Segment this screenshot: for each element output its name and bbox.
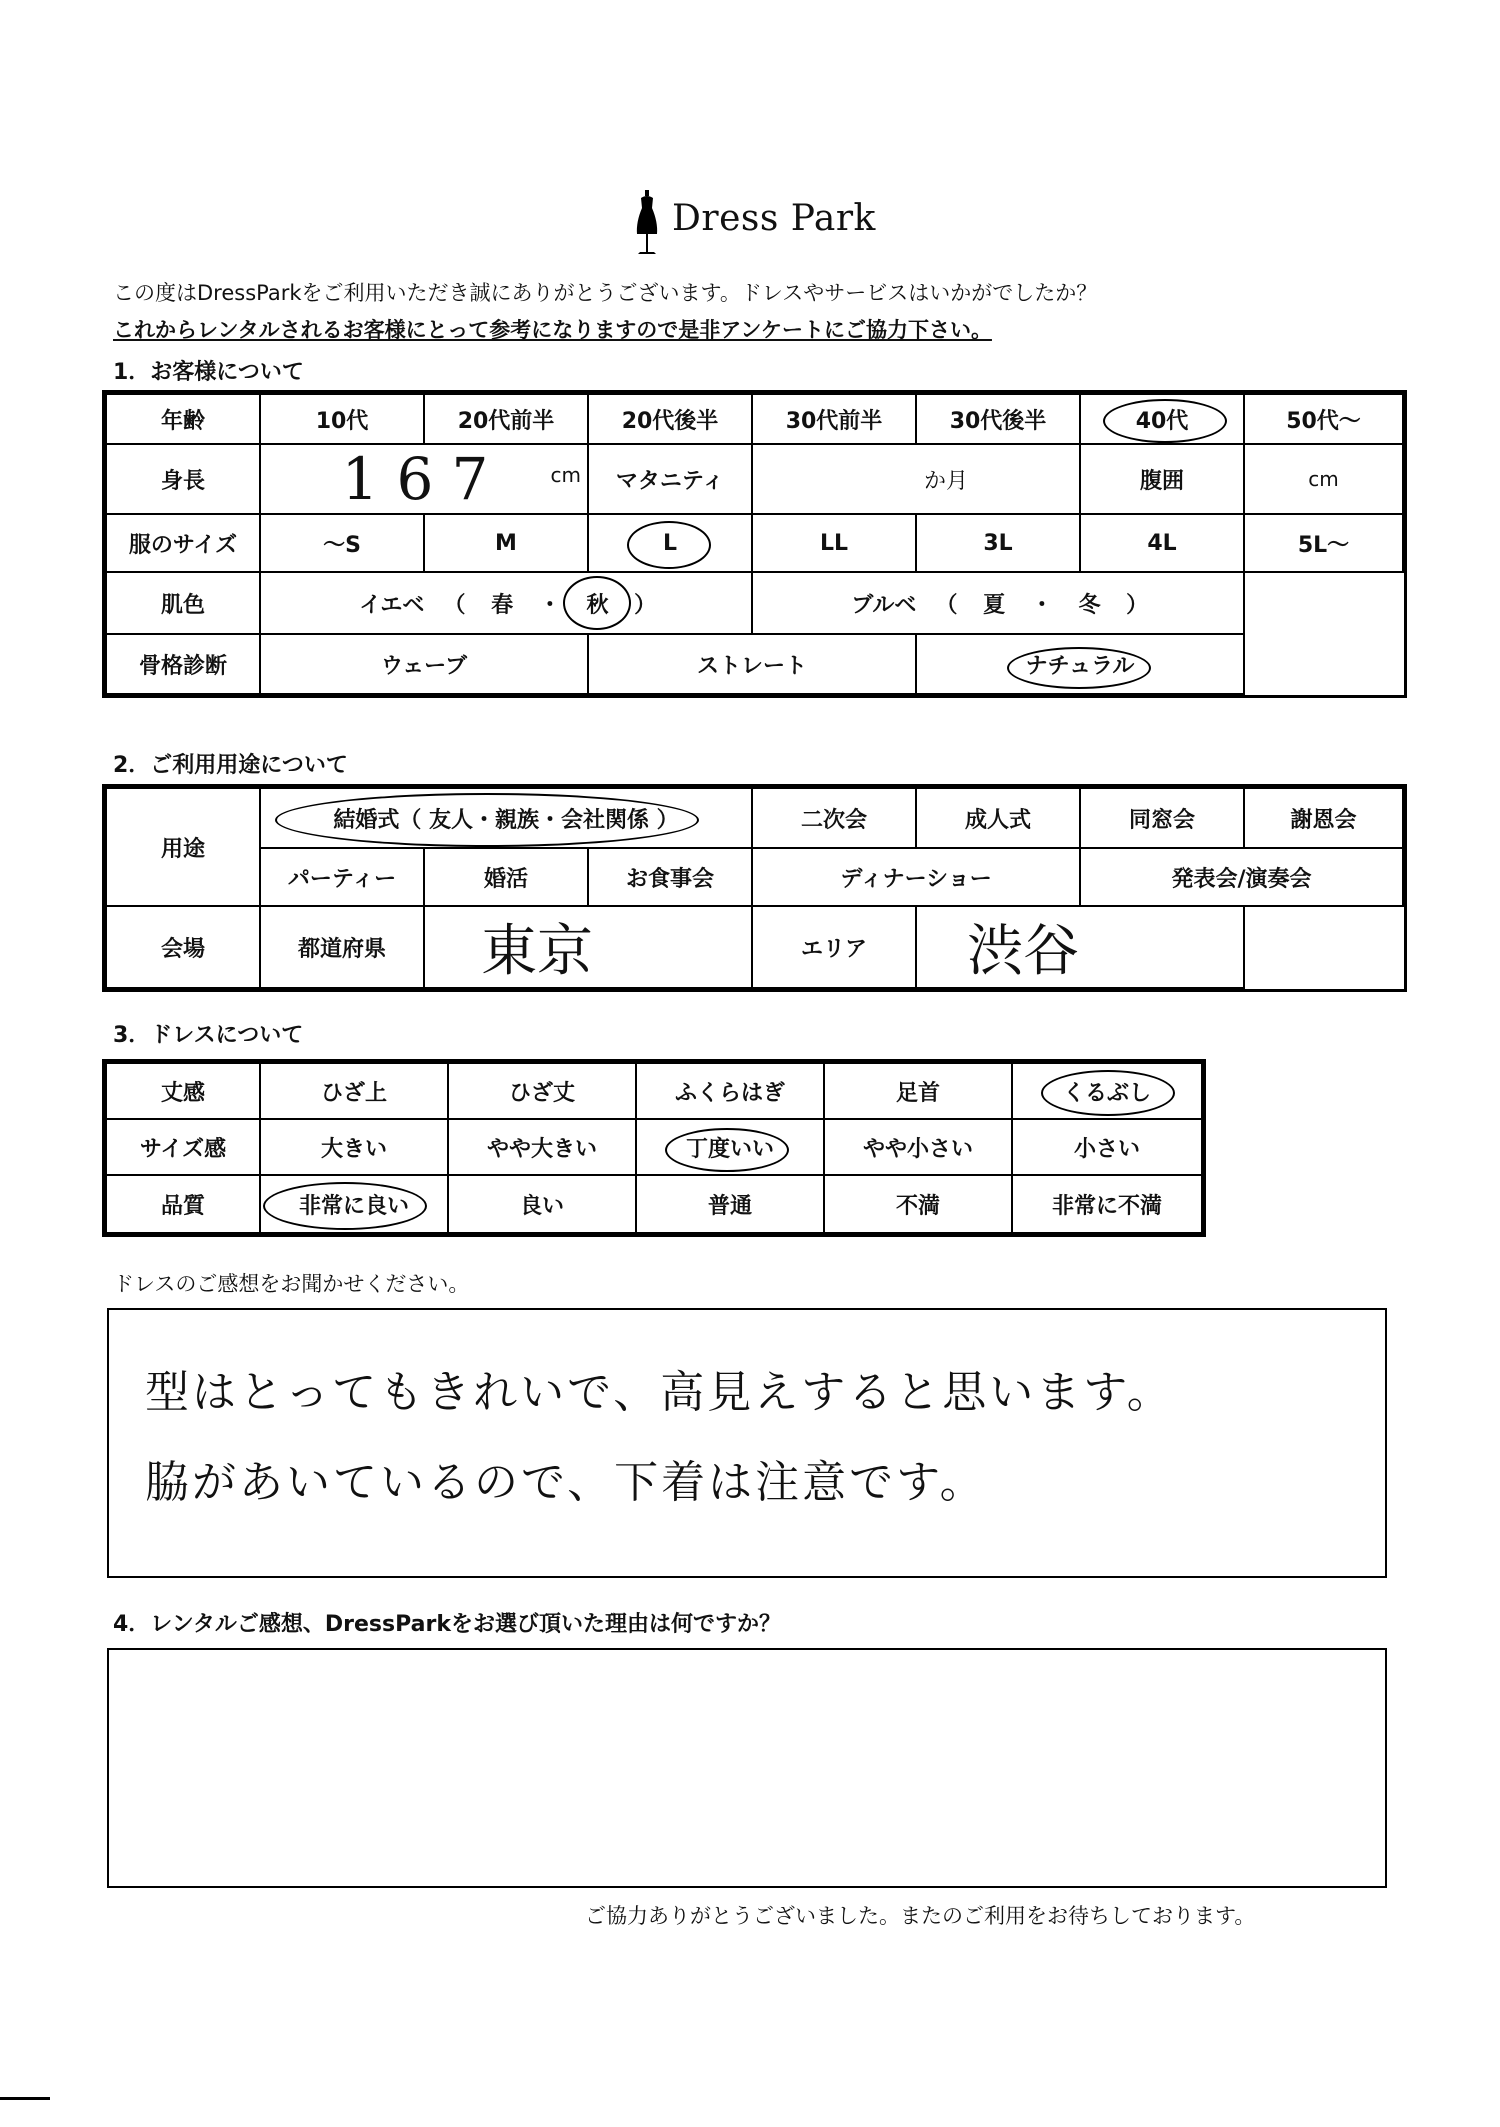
- empty-cell: [1244, 572, 1403, 634]
- dress-comment-box[interactable]: [107, 1308, 1387, 1578]
- dress-comment-line-2: 脇があいているので、下着は注意です。: [145, 1457, 987, 1508]
- frame-label: 骨格診断: [106, 634, 260, 694]
- skin-blue-winter: 冬: [1078, 592, 1101, 618]
- fit-option-large[interactable]: 大きい: [260, 1119, 448, 1175]
- fit-option-slightly-small[interactable]: やや小さい: [824, 1119, 1012, 1175]
- size-option-5l-plus[interactable]: 5L～: [1244, 514, 1403, 572]
- purpose-option-konkatsu[interactable]: 婚活: [424, 848, 588, 906]
- purpose-option-coming-of-age[interactable]: 成人式: [916, 788, 1080, 848]
- size-option-s[interactable]: ～S: [260, 514, 424, 572]
- length-option-knee[interactable]: ひざ丈: [448, 1063, 636, 1119]
- quality-option-very-good[interactable]: [260, 1175, 448, 1233]
- empty-cell: [1244, 906, 1403, 988]
- purpose-option-thanks-party[interactable]: 謝恩会: [1244, 788, 1403, 848]
- scan-edge-mark: [0, 2097, 50, 2100]
- skin-yellow-autumn-wrap: [573, 588, 623, 619]
- age-option-early-20s[interactable]: 20代前半: [424, 394, 588, 444]
- purpose-option-wedding[interactable]: [260, 788, 752, 848]
- age-option-late-20s[interactable]: 20代後半: [588, 394, 752, 444]
- quality-option-dissatisfied[interactable]: 不満: [824, 1175, 1012, 1233]
- height-value: 167: [341, 445, 507, 513]
- section4-title: 4．レンタルご感想、DressParkをお選び頂いた理由は何ですか？: [113, 1612, 781, 1637]
- thanks-message: ご協力ありがとうございました。またのご利用をお待ちしております。: [585, 1904, 1256, 1928]
- frame-option-straight[interactable]: ストレート: [588, 634, 916, 694]
- section1-title: 1．お客様について: [113, 360, 304, 385]
- length-option-ankle[interactable]: 足首: [824, 1063, 1012, 1119]
- skin-option-blue[interactable]: [752, 572, 1244, 634]
- length-option-ankle-bone-label: くるぶし: [1062, 1080, 1151, 1106]
- section3-title: 3．ドレスについて: [113, 1023, 304, 1048]
- size-option-3l[interactable]: 3L: [916, 514, 1080, 572]
- purpose-option-after-party[interactable]: 二次会: [752, 788, 916, 848]
- area-field[interactable]: [916, 906, 1244, 988]
- maternity-label: マタニティ: [588, 444, 752, 514]
- age-label: 年齢: [106, 394, 260, 444]
- logo-text: Dress Park: [672, 198, 876, 239]
- height-label: 身長: [106, 444, 260, 514]
- waist-unit: cm: [1308, 466, 1339, 491]
- customer-table: [105, 393, 1404, 695]
- age-option-40s-label: 40代: [1135, 408, 1189, 434]
- skin-yellow-open-paren: （: [443, 592, 466, 618]
- section2-title: 2．ご利用用途について: [113, 753, 348, 778]
- fit-label: サイズ感: [106, 1119, 260, 1175]
- dresspark-logo: [630, 190, 890, 260]
- purpose-option-dinner-show[interactable]: ディナーショー: [752, 848, 1080, 906]
- waist-label: 腹囲: [1080, 444, 1244, 514]
- intro-text: この度はDressParkをご利用いただき誠にありがとうございます。ドレスやサービスはいかがでしたか？: [113, 281, 1098, 305]
- size-option-ll[interactable]: LL: [752, 514, 916, 572]
- rental-comment-box[interactable]: [107, 1648, 1387, 1888]
- fit-option-just-right[interactable]: [636, 1119, 824, 1175]
- intro-request: これからレンタルされるお客様にとって参考になりますので是非アンケートにご協力下さい。: [113, 318, 992, 342]
- dress-table: [105, 1062, 1203, 1234]
- frame-option-natural-label: ナチュラル: [1025, 653, 1135, 679]
- size-option-m[interactable]: M: [424, 514, 588, 572]
- age-option-10s[interactable]: 10代: [260, 394, 424, 444]
- size-option-l-label: L: [662, 530, 678, 556]
- quality-option-very-dissatisfied[interactable]: 非常に不満: [1012, 1175, 1202, 1233]
- fit-option-slightly-large[interactable]: やや大きい: [448, 1119, 636, 1175]
- purpose-option-party[interactable]: パーティー: [260, 848, 424, 906]
- size-option-l[interactable]: [588, 514, 752, 572]
- age-option-late-30s[interactable]: 30代後半: [916, 394, 1080, 444]
- skin-blue-separator: ・: [1030, 592, 1053, 618]
- age-option-early-30s[interactable]: 30代前半: [752, 394, 916, 444]
- quality-option-good[interactable]: 良い: [448, 1175, 636, 1233]
- length-option-calf[interactable]: ふくらはぎ: [636, 1063, 824, 1119]
- frame-option-wave[interactable]: ウェーブ: [260, 634, 588, 694]
- dress-comment-prompt: ドレスのご感想をお聞かせください。: [113, 1272, 470, 1296]
- frame-option-natural[interactable]: [916, 634, 1244, 694]
- length-option-ankle-bone[interactable]: [1012, 1063, 1202, 1119]
- skin-blue-open-paren: （: [935, 592, 958, 618]
- purpose-option-recital[interactable]: 発表会/演奏会: [1080, 848, 1403, 906]
- waist-field[interactable]: [1244, 444, 1403, 514]
- prefecture-field[interactable]: [424, 906, 752, 988]
- skin-yellow-spring: 春: [491, 592, 514, 618]
- quality-label: 品質: [106, 1175, 260, 1233]
- area-value: 渋谷: [967, 919, 1080, 984]
- skin-blue-base: ブルベ: [851, 592, 917, 618]
- skin-yellow-base: イエベ: [359, 592, 425, 618]
- dress-form-icon: [630, 190, 664, 260]
- empty-cell: [1244, 634, 1403, 694]
- age-option-40s[interactable]: [1080, 394, 1244, 444]
- skin-blue-summer: 夏: [983, 592, 1006, 618]
- quality-option-very-good-label: 非常に良い: [298, 1193, 409, 1219]
- skin-option-yellow[interactable]: [260, 572, 752, 634]
- height-field[interactable]: [260, 444, 588, 514]
- quality-option-average[interactable]: 普通: [636, 1175, 824, 1233]
- size-label: 服のサイズ: [106, 514, 260, 572]
- length-label: 丈感: [106, 1063, 260, 1119]
- area-label: エリア: [752, 906, 916, 988]
- skin-yellow-close-paren: ）: [634, 592, 657, 618]
- skin-blue-close-paren: ）: [1126, 592, 1149, 618]
- skin-yellow-autumn: 秋: [586, 592, 609, 618]
- purpose-option-wedding-label: 結婚式（ 友人・親族・会社関係 ）: [333, 807, 679, 833]
- dress-comment-line-1: 型はとってもきれいで、高見えすると思います。: [145, 1367, 1174, 1418]
- length-option-above-knee[interactable]: ひざ上: [260, 1063, 448, 1119]
- prefecture-value: 東京: [481, 919, 593, 984]
- age-option-50s-plus[interactable]: 50代～: [1244, 394, 1403, 444]
- purpose-option-dinner[interactable]: お食事会: [588, 848, 752, 906]
- maternity-field[interactable]: [752, 444, 1080, 514]
- skin-label: 肌色: [106, 572, 260, 634]
- usage-table: [105, 787, 1404, 989]
- fit-option-just-right-label: 丁度いい: [685, 1136, 774, 1162]
- prefecture-label: 都道府県: [260, 906, 424, 988]
- size-option-4l[interactable]: 4L: [1080, 514, 1244, 572]
- purpose-option-reunion[interactable]: 同窓会: [1080, 788, 1244, 848]
- purpose-label: 用途: [106, 788, 260, 906]
- skin-yellow-separator: ・: [538, 592, 561, 618]
- venue-label: 会場: [106, 906, 260, 988]
- maternity-unit: か月: [923, 468, 968, 494]
- fit-option-small[interactable]: 小さい: [1012, 1119, 1202, 1175]
- height-unit: cm: [550, 463, 581, 487]
